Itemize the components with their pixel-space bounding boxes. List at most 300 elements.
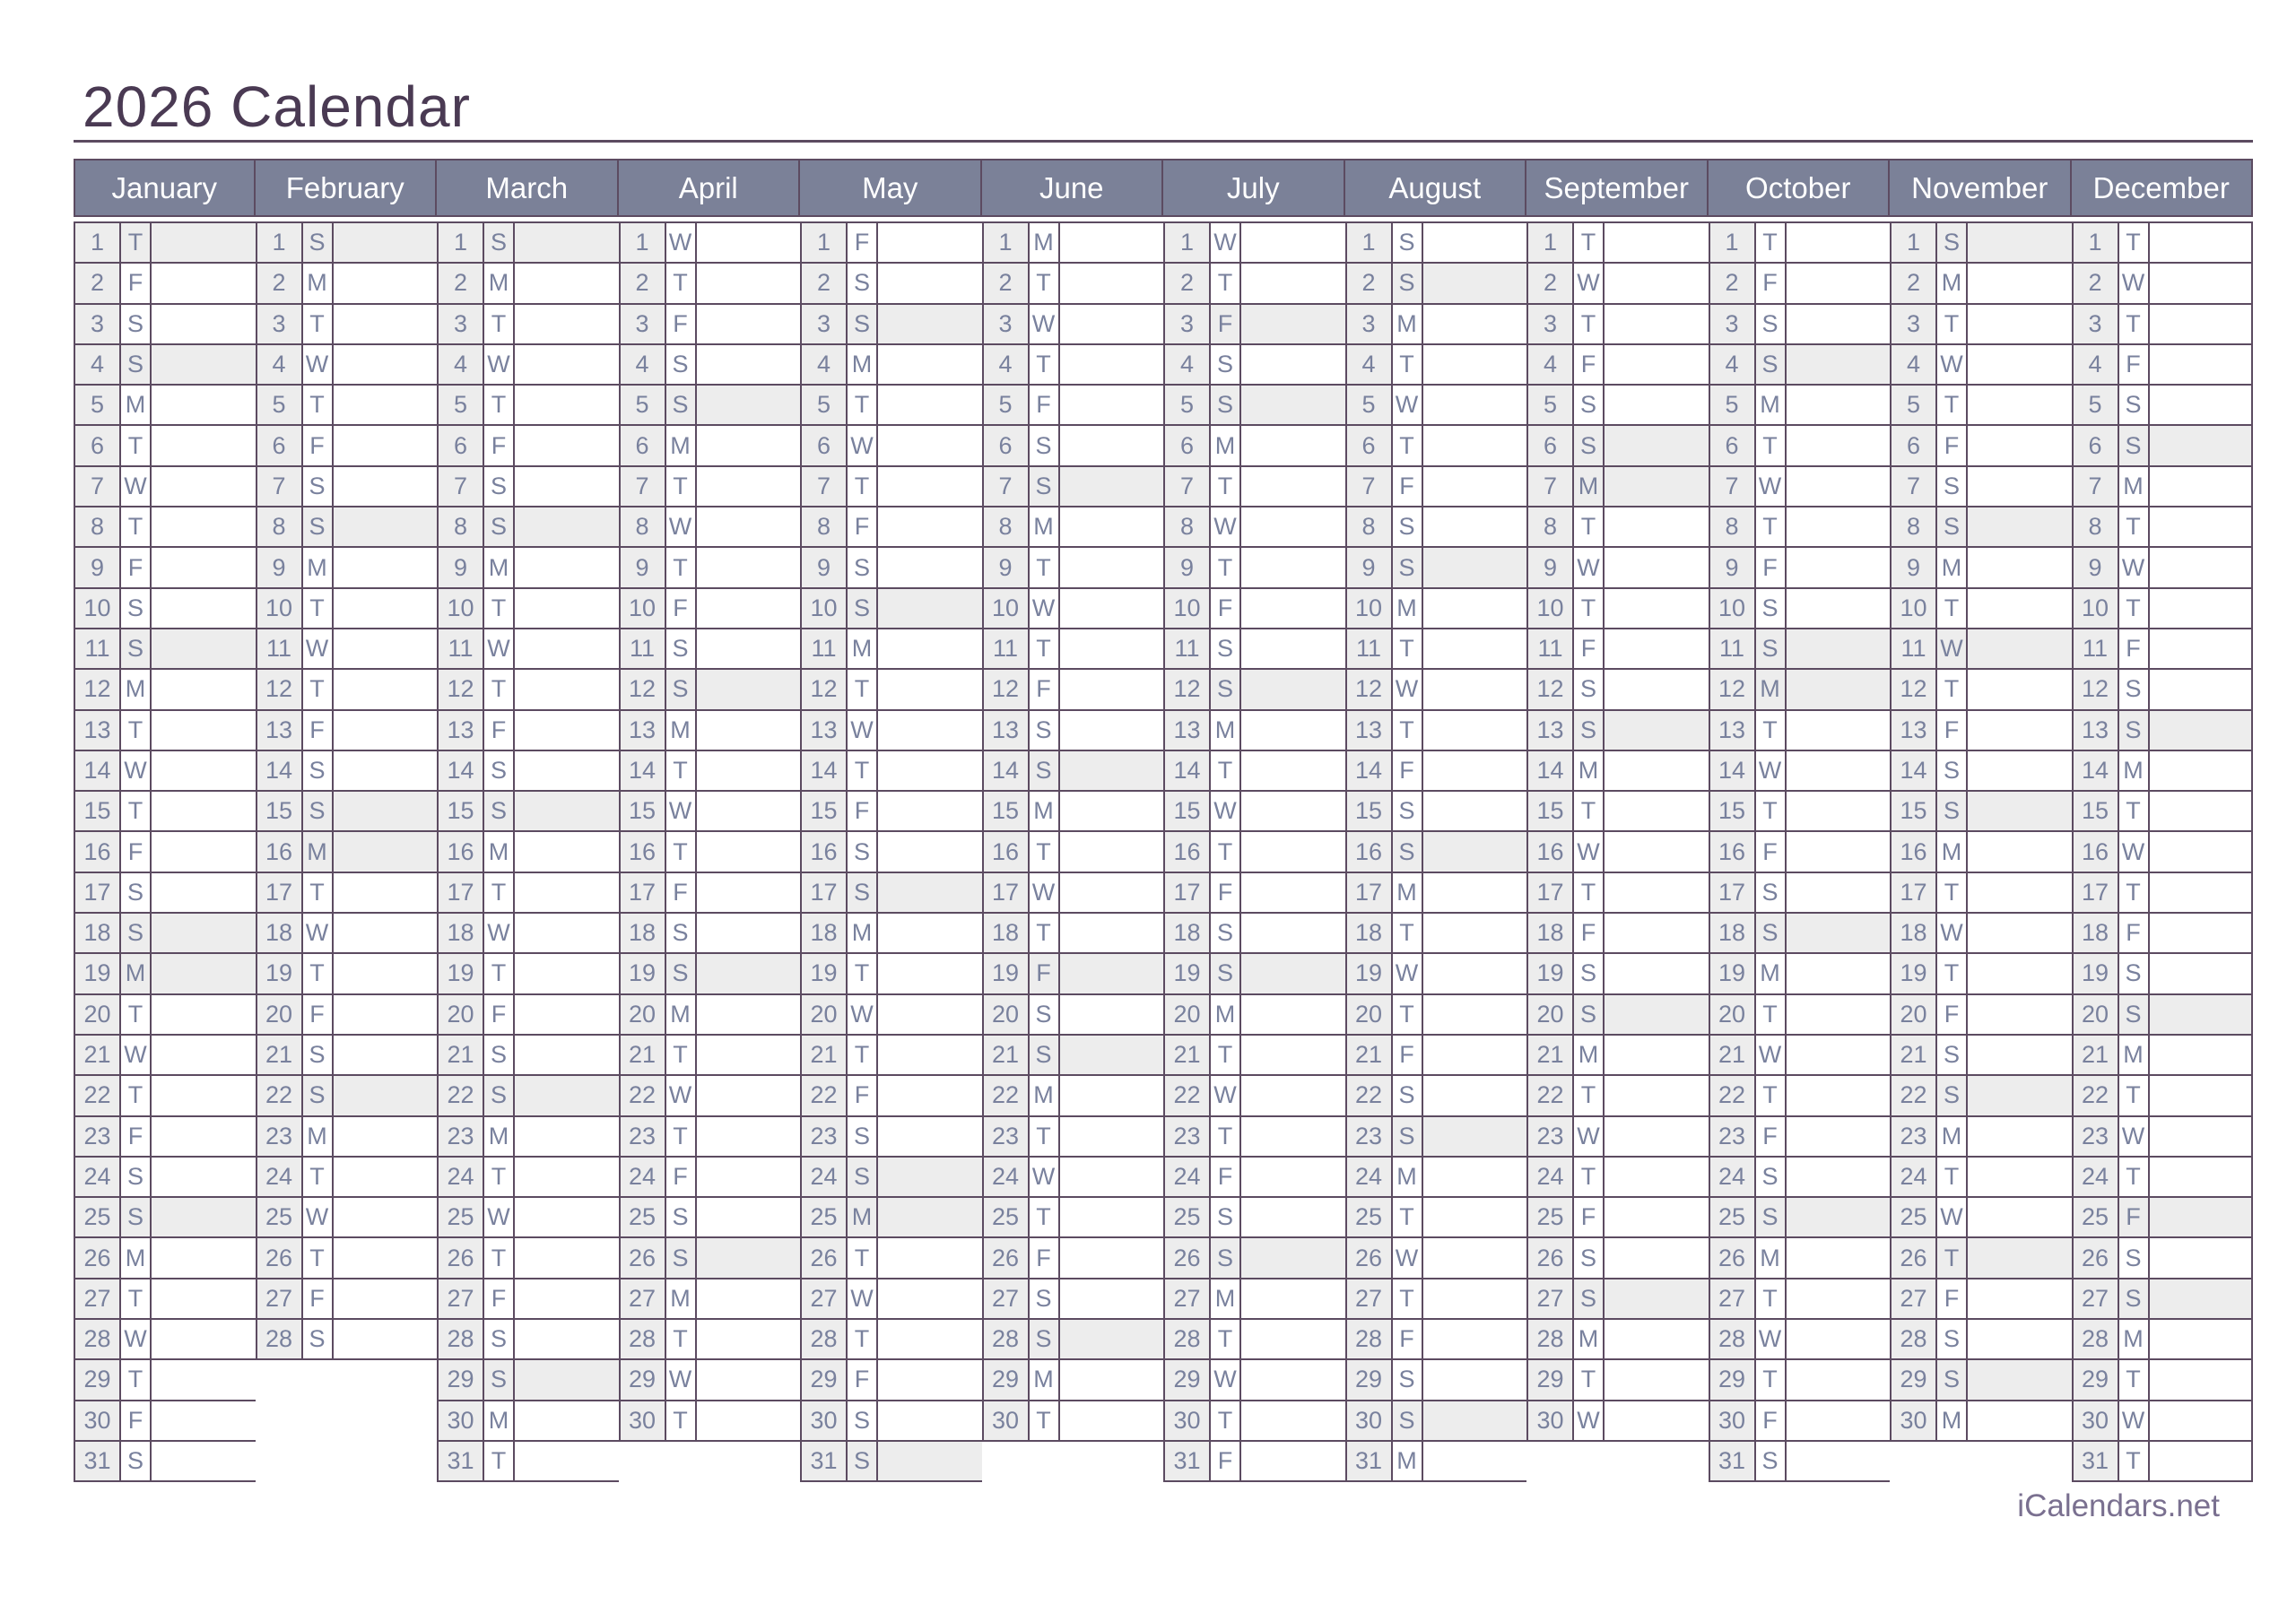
day-weekday-cell: S	[1937, 1036, 1968, 1074]
day-notes-cell	[515, 1320, 619, 1358]
day-notes-cell	[1787, 1117, 1891, 1156]
day-weekday-cell: S	[848, 548, 878, 586]
day-row-october-11	[1709, 629, 1891, 670]
day-weekday-cell: M	[848, 629, 878, 668]
day-weekday-cell: T	[2119, 507, 2150, 546]
day-weekday-cell: F	[1756, 1401, 1787, 1440]
day-notes-cell	[1060, 954, 1164, 993]
day-number-cell: 3	[621, 305, 666, 343]
day-notes-cell	[1968, 711, 2072, 750]
day-row-september-24	[1526, 1158, 1709, 1198]
day-row-september-28	[1526, 1320, 1709, 1360]
day-number-cell: 22	[1347, 1076, 1393, 1115]
day-row-december-16	[2072, 832, 2254, 872]
day-row-august-2	[1345, 264, 1527, 304]
day-number-cell: 4	[621, 345, 666, 384]
day-number-cell: 5	[1165, 386, 1211, 424]
day-weekday-cell: F	[1756, 264, 1787, 302]
day-row-october-25	[1709, 1198, 1891, 1238]
day-row-august-24	[1345, 1158, 1527, 1198]
day-row-october-28	[1709, 1320, 1891, 1360]
day-weekday-cell: F	[121, 264, 152, 302]
day-weekday-cell: S	[1393, 1076, 1423, 1115]
day-notes-cell	[697, 1360, 801, 1399]
day-notes-cell	[334, 345, 438, 384]
day-notes-cell	[334, 629, 438, 668]
day-number-cell: 11	[802, 629, 848, 668]
day-number-cell: 27	[1347, 1279, 1393, 1318]
day-row-may-29	[800, 1360, 982, 1401]
day-weekday-cell: S	[1937, 507, 1968, 546]
day-weekday-cell: T	[1756, 223, 1787, 262]
day-notes-cell	[1060, 751, 1164, 790]
day-number-cell: 15	[1528, 792, 1574, 830]
day-row-march-29	[437, 1360, 619, 1401]
day-weekday-cell: M	[1756, 670, 1787, 708]
day-weekday-cell: T	[1030, 1198, 1060, 1236]
day-weekday-cell: F	[484, 995, 515, 1034]
day-row-december-25	[2072, 1198, 2254, 1238]
day-number-cell: 20	[257, 995, 303, 1034]
day-notes-cell	[1060, 711, 1164, 750]
day-weekday-cell: F	[1393, 1320, 1423, 1358]
day-row-february-3	[256, 305, 438, 345]
day-weekday-cell: T	[848, 751, 878, 790]
day-notes-cell	[878, 1076, 982, 1115]
day-row-january-10	[74, 589, 256, 629]
day-notes-cell	[878, 305, 982, 343]
day-notes-cell	[334, 223, 438, 262]
day-row-july-14	[1163, 751, 1345, 792]
day-weekday-cell: T	[121, 995, 152, 1034]
day-number-cell: 26	[257, 1238, 303, 1277]
day-notes-cell	[152, 548, 256, 586]
day-row-november-15	[1890, 792, 2072, 832]
day-row-november-27	[1890, 1279, 2072, 1320]
day-weekday-cell: S	[2119, 711, 2150, 750]
day-weekday-cell: T	[666, 1320, 697, 1358]
day-notes-cell	[1787, 1360, 1891, 1399]
day-row-july-17	[1163, 873, 1345, 914]
day-number-cell: 16	[1528, 832, 1574, 871]
day-weekday-cell: T	[1393, 345, 1423, 384]
day-row-april-6	[619, 426, 801, 466]
page-title: 2026 Calendar	[83, 74, 471, 139]
day-weekday-cell: T	[2119, 1158, 2150, 1196]
day-number-cell: 7	[1165, 467, 1211, 506]
day-weekday-cell: T	[2119, 1442, 2150, 1480]
day-number-cell: 22	[439, 1076, 484, 1115]
day-notes-cell	[152, 995, 256, 1034]
day-number-cell: 27	[1892, 1279, 1937, 1318]
day-weekday-cell: F	[848, 1360, 878, 1399]
day-notes-cell	[878, 832, 982, 871]
day-weekday-cell: W	[1211, 223, 1241, 262]
day-weekday-cell: T	[484, 1158, 515, 1196]
day-weekday-cell: T	[1211, 1320, 1241, 1358]
day-weekday-cell: S	[848, 264, 878, 302]
day-notes-cell	[334, 792, 438, 830]
day-number-cell: 6	[802, 426, 848, 464]
day-weekday-cell: S	[121, 873, 152, 912]
day-notes-cell	[515, 426, 619, 464]
day-number-cell: 13	[257, 711, 303, 750]
day-notes-cell	[1787, 670, 1891, 708]
day-weekday-cell: T	[1937, 589, 1968, 628]
day-row-march-5	[437, 386, 619, 426]
day-notes-cell	[1968, 1360, 2072, 1399]
day-number-cell: 22	[257, 1076, 303, 1115]
day-weekday-cell: S	[848, 305, 878, 343]
day-weekday-cell: T	[1574, 1360, 1605, 1399]
day-weekday-cell: T	[666, 548, 697, 586]
footer-credit-link[interactable]: iCalendars.net	[2017, 1488, 2220, 1523]
day-row-october-20	[1709, 995, 1891, 1036]
day-row-april-5	[619, 386, 801, 426]
day-row-march-21	[437, 1036, 619, 1076]
day-weekday-cell: W	[484, 914, 515, 952]
day-number-cell: 17	[439, 873, 484, 912]
day-notes-cell	[878, 1036, 982, 1074]
day-number-cell: 31	[1710, 1442, 1756, 1480]
day-notes-cell	[152, 1238, 256, 1277]
day-weekday-cell: S	[1756, 1158, 1787, 1196]
day-number-cell: 8	[1710, 507, 1756, 546]
day-notes-cell	[1423, 1360, 1527, 1399]
day-weekday-cell: W	[1756, 1036, 1787, 1074]
day-notes-cell	[1241, 1401, 1345, 1440]
day-number-cell: 8	[621, 507, 666, 546]
day-weekday-cell: S	[1574, 386, 1605, 424]
day-notes-cell	[1423, 670, 1527, 708]
day-notes-cell	[152, 426, 256, 464]
day-row-november-16	[1890, 832, 2072, 872]
day-row-february-11	[256, 629, 438, 670]
day-notes-cell	[1605, 467, 1709, 506]
day-number-cell: 19	[257, 954, 303, 993]
day-notes-cell	[152, 914, 256, 952]
day-number-cell: 16	[1165, 832, 1211, 871]
day-weekday-cell: S	[1756, 345, 1787, 384]
day-notes-cell	[878, 589, 982, 628]
day-weekday-cell: T	[121, 1360, 152, 1399]
day-weekday-cell: M	[484, 548, 515, 586]
day-weekday-cell: M	[121, 1238, 152, 1277]
day-row-april-27	[619, 1279, 801, 1320]
day-row-october-4	[1709, 345, 1891, 386]
month-header-december: December	[2072, 159, 2254, 217]
day-notes-cell	[2150, 1198, 2252, 1236]
day-number-cell: 28	[802, 1320, 848, 1358]
day-number-cell: 13	[984, 711, 1030, 750]
day-number-cell: 7	[1892, 467, 1937, 506]
day-weekday-cell: T	[2119, 305, 2150, 343]
day-weekday-cell: S	[484, 1320, 515, 1358]
day-notes-cell	[1787, 751, 1891, 790]
day-row-january-26	[74, 1238, 256, 1279]
day-number-cell: 5	[984, 386, 1030, 424]
day-weekday-cell: F	[1211, 305, 1241, 343]
day-row-february-13	[256, 711, 438, 751]
day-weekday-cell: T	[1393, 995, 1423, 1034]
day-notes-cell	[334, 954, 438, 993]
day-number-cell: 2	[802, 264, 848, 302]
day-row-september-15	[1526, 792, 1709, 832]
day-row-october-31	[1709, 1442, 1891, 1482]
day-number-cell: 22	[1892, 1076, 1937, 1115]
month-body-august	[1345, 221, 1527, 1482]
day-row-august-31	[1345, 1442, 1527, 1482]
day-weekday-cell: T	[121, 1076, 152, 1115]
day-number-cell: 3	[1892, 305, 1937, 343]
day-weekday-cell: T	[666, 832, 697, 871]
day-notes-cell	[1605, 1401, 1709, 1440]
day-notes-cell	[1605, 305, 1709, 343]
day-number-cell: 20	[75, 995, 121, 1034]
day-number-cell: 14	[1347, 751, 1393, 790]
day-weekday-cell: S	[2119, 670, 2150, 708]
day-weekday-cell: M	[1756, 1238, 1787, 1277]
day-number-cell: 8	[1347, 507, 1393, 546]
day-notes-cell	[1241, 1198, 1345, 1236]
day-weekday-cell: F	[2119, 345, 2150, 384]
day-weekday-cell: T	[848, 954, 878, 993]
day-weekday-cell: T	[484, 386, 515, 424]
day-number-cell: 8	[257, 507, 303, 546]
day-notes-cell	[515, 1158, 619, 1196]
day-row-august-8	[1345, 507, 1527, 548]
day-notes-cell	[152, 264, 256, 302]
day-row-february-16	[256, 832, 438, 872]
day-notes-cell	[2150, 548, 2252, 586]
day-number-cell: 11	[1892, 629, 1937, 668]
day-weekday-cell: S	[484, 792, 515, 830]
day-notes-cell	[515, 1198, 619, 1236]
day-weekday-cell: W	[1574, 1117, 1605, 1156]
day-notes-cell	[878, 954, 982, 993]
day-number-cell: 6	[257, 426, 303, 464]
day-row-may-11	[800, 629, 982, 670]
day-notes-cell	[1060, 1360, 1164, 1399]
day-notes-cell	[878, 548, 982, 586]
day-notes-cell	[1241, 1279, 1345, 1318]
day-notes-cell	[334, 832, 438, 871]
day-notes-cell	[1241, 954, 1345, 993]
day-number-cell: 17	[257, 873, 303, 912]
day-number-cell: 17	[1710, 873, 1756, 912]
day-number-cell: 8	[1165, 507, 1211, 546]
day-weekday-cell: M	[1030, 792, 1060, 830]
day-weekday-cell: T	[303, 305, 334, 343]
day-row-september-23	[1526, 1117, 1709, 1158]
day-weekday-cell: S	[1393, 1117, 1423, 1156]
day-number-cell: 17	[1892, 873, 1937, 912]
day-number-cell: 29	[1165, 1360, 1211, 1399]
day-notes-cell	[1060, 548, 1164, 586]
day-weekday-cell: T	[1756, 1279, 1787, 1318]
day-number-cell: 14	[257, 751, 303, 790]
day-weekday-cell: T	[121, 223, 152, 262]
day-notes-cell	[1241, 1158, 1345, 1196]
month-header-march: March	[437, 159, 619, 217]
day-notes-cell	[1968, 751, 2072, 790]
day-number-cell: 26	[2074, 1238, 2119, 1277]
day-notes-cell	[2150, 873, 2252, 912]
day-row-september-20	[1526, 995, 1709, 1036]
day-notes-cell	[1787, 1442, 1891, 1480]
day-weekday-cell: F	[666, 873, 697, 912]
day-number-cell: 5	[802, 386, 848, 424]
day-row-september-27	[1526, 1279, 1709, 1320]
day-notes-cell	[2150, 305, 2252, 343]
day-notes-cell	[1968, 426, 2072, 464]
day-notes-cell	[1241, 873, 1345, 912]
day-weekday-cell: M	[1393, 1158, 1423, 1196]
day-number-cell: 11	[1165, 629, 1211, 668]
day-row-january-17	[74, 873, 256, 914]
day-row-february-15	[256, 792, 438, 832]
day-number-cell: 13	[1347, 711, 1393, 750]
day-notes-cell	[1787, 914, 1891, 952]
day-notes-cell	[2150, 1158, 2252, 1196]
day-weekday-cell: S	[121, 1158, 152, 1196]
day-notes-cell	[1423, 832, 1527, 871]
day-number-cell: 24	[439, 1158, 484, 1196]
day-weekday-cell: T	[666, 751, 697, 790]
day-notes-cell	[1241, 345, 1345, 384]
day-weekday-cell: S	[848, 589, 878, 628]
day-row-july-4	[1163, 345, 1345, 386]
day-notes-cell	[334, 1117, 438, 1156]
day-notes-cell	[1060, 832, 1164, 871]
day-number-cell: 9	[439, 548, 484, 586]
day-row-march-18	[437, 914, 619, 954]
day-number-cell: 26	[439, 1238, 484, 1277]
day-weekday-cell: S	[303, 1076, 334, 1115]
day-number-cell: 2	[257, 264, 303, 302]
day-notes-cell	[697, 914, 801, 952]
day-row-march-7	[437, 467, 619, 507]
day-number-cell: 4	[2074, 345, 2119, 384]
day-row-july-13	[1163, 711, 1345, 751]
day-row-february-17	[256, 873, 438, 914]
day-row-july-22	[1163, 1076, 1345, 1116]
day-weekday-cell: M	[1211, 1279, 1241, 1318]
day-notes-cell	[1605, 954, 1709, 993]
day-weekday-cell: S	[1211, 1198, 1241, 1236]
day-notes-cell	[2150, 711, 2252, 750]
day-weekday-cell: M	[2119, 467, 2150, 506]
day-row-june-7	[982, 467, 1164, 507]
day-row-april-8	[619, 507, 801, 548]
day-number-cell: 23	[75, 1117, 121, 1156]
day-notes-cell	[152, 751, 256, 790]
day-notes-cell	[152, 1117, 256, 1156]
day-weekday-cell: S	[1574, 426, 1605, 464]
day-weekday-cell: W	[1574, 1401, 1605, 1440]
day-notes-cell	[2150, 589, 2252, 628]
day-row-august-23	[1345, 1117, 1527, 1158]
day-row-september-9	[1526, 548, 1709, 588]
day-number-cell: 24	[1710, 1158, 1756, 1196]
day-number-cell: 11	[1347, 629, 1393, 668]
day-number-cell: 30	[621, 1401, 666, 1440]
day-notes-cell	[152, 386, 256, 424]
day-notes-cell	[1968, 995, 2072, 1034]
day-weekday-cell: S	[1756, 1198, 1787, 1236]
day-weekday-cell: T	[1030, 832, 1060, 871]
day-notes-cell	[1241, 1442, 1345, 1480]
day-number-cell: 21	[439, 1036, 484, 1074]
day-weekday-cell: T	[1211, 1036, 1241, 1074]
day-number-cell: 22	[984, 1076, 1030, 1115]
day-row-december-4	[2072, 345, 2254, 386]
day-number-cell: 26	[1528, 1238, 1574, 1277]
day-row-september-8	[1526, 507, 1709, 548]
day-number-cell: 10	[1347, 589, 1393, 628]
day-row-april-3	[619, 305, 801, 345]
day-row-may-14	[800, 751, 982, 792]
day-weekday-cell: W	[1211, 1360, 1241, 1399]
day-number-cell: 30	[802, 1401, 848, 1440]
day-row-august-16	[1345, 832, 1527, 872]
day-number-cell: 22	[2074, 1076, 2119, 1115]
day-weekday-cell: F	[666, 1158, 697, 1196]
day-weekday-cell: T	[2119, 792, 2150, 830]
day-row-july-27	[1163, 1279, 1345, 1320]
day-row-september-22	[1526, 1076, 1709, 1116]
day-weekday-cell: M	[303, 832, 334, 871]
day-weekday-cell: F	[1937, 426, 1968, 464]
day-notes-cell	[1241, 629, 1345, 668]
day-number-cell: 15	[984, 792, 1030, 830]
day-notes-cell	[515, 548, 619, 586]
day-weekday-cell: S	[1030, 995, 1060, 1034]
day-weekday-cell: F	[666, 589, 697, 628]
day-number-cell: 18	[621, 914, 666, 952]
day-number-cell: 19	[1528, 954, 1574, 993]
day-number-cell: 15	[2074, 792, 2119, 830]
day-number-cell: 4	[75, 345, 121, 384]
day-notes-cell	[1968, 1238, 2072, 1277]
day-number-cell: 1	[1892, 223, 1937, 262]
day-number-cell: 21	[1710, 1036, 1756, 1074]
day-number-cell: 14	[1528, 751, 1574, 790]
day-notes-cell	[1060, 1401, 1164, 1440]
day-weekday-cell: W	[121, 1320, 152, 1358]
day-weekday-cell: W	[2119, 1117, 2150, 1156]
day-weekday-cell: S	[2119, 426, 2150, 464]
day-notes-cell	[1241, 467, 1345, 506]
day-number-cell: 30	[984, 1401, 1030, 1440]
day-number-cell: 24	[75, 1158, 121, 1196]
day-notes-cell	[878, 629, 982, 668]
day-weekday-cell: T	[484, 954, 515, 993]
day-row-september-21	[1526, 1036, 1709, 1076]
day-notes-cell	[1241, 507, 1345, 546]
day-number-cell: 3	[439, 305, 484, 343]
day-notes-cell	[152, 223, 256, 262]
day-notes-cell	[1605, 426, 1709, 464]
day-notes-cell	[697, 670, 801, 708]
day-weekday-cell: T	[1574, 507, 1605, 546]
day-row-september-16	[1526, 832, 1709, 872]
day-number-cell: 21	[1347, 1036, 1393, 1074]
day-row-july-21	[1163, 1036, 1345, 1076]
day-notes-cell	[515, 1076, 619, 1115]
day-notes-cell	[1605, 914, 1709, 952]
day-number-cell: 6	[1347, 426, 1393, 464]
